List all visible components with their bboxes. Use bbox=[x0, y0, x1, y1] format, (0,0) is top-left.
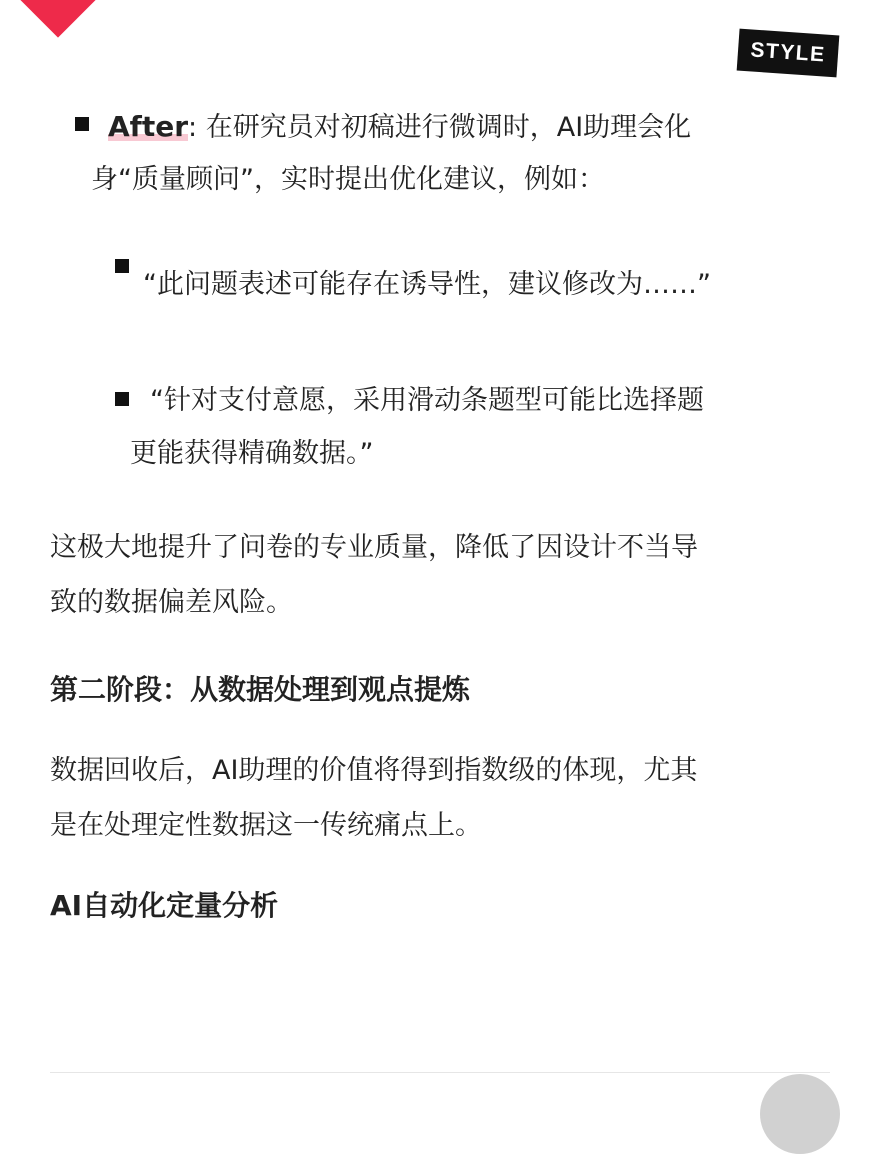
paragraph-1-line2: 致的数据偏差风险。 bbox=[50, 587, 293, 618]
floating-round-button[interactable] bbox=[760, 1074, 840, 1154]
sub-list-bullet bbox=[115, 259, 129, 273]
style-tag-label: STYLE bbox=[749, 38, 827, 67]
example-1-text: “此问题表述可能存在诱导性，建议修改为……” bbox=[143, 269, 711, 300]
list-bullet bbox=[75, 117, 89, 131]
example-2-line1: “针对支付意愿，采用滑动条题型可能比选择题 bbox=[150, 385, 704, 416]
paragraph-2-line1: 数据回收后，AI助理的价值将得到指数级的体现，尤其 bbox=[50, 755, 698, 786]
style-tag bbox=[737, 29, 840, 78]
divider bbox=[50, 1072, 830, 1073]
after-label: After bbox=[108, 110, 189, 143]
after-text-1: : 在研究员对初稿进行微调时，AI助理会化 bbox=[188, 112, 692, 143]
corner-accent-mark bbox=[18, 0, 97, 38]
after-item-line2: 身“质量顾问”，实时提出优化建议，例如： bbox=[91, 164, 605, 195]
section-heading-ai-analysis: AI自动化定量分析 bbox=[50, 889, 279, 922]
paragraph-1-line1: 这极大地提升了问卷的专业质量，降低了因设计不当导 bbox=[50, 532, 698, 563]
example-2-line2: 更能获得精确数据。” bbox=[130, 438, 374, 469]
sub-list-bullet bbox=[115, 392, 129, 406]
paragraph-2-line2: 是在处理定性数据这一传统痛点上。 bbox=[50, 810, 482, 841]
section-heading-stage-2: 第二阶段：从数据处理到观点提炼 bbox=[50, 673, 471, 706]
after-item-line1 bbox=[108, 100, 691, 154]
